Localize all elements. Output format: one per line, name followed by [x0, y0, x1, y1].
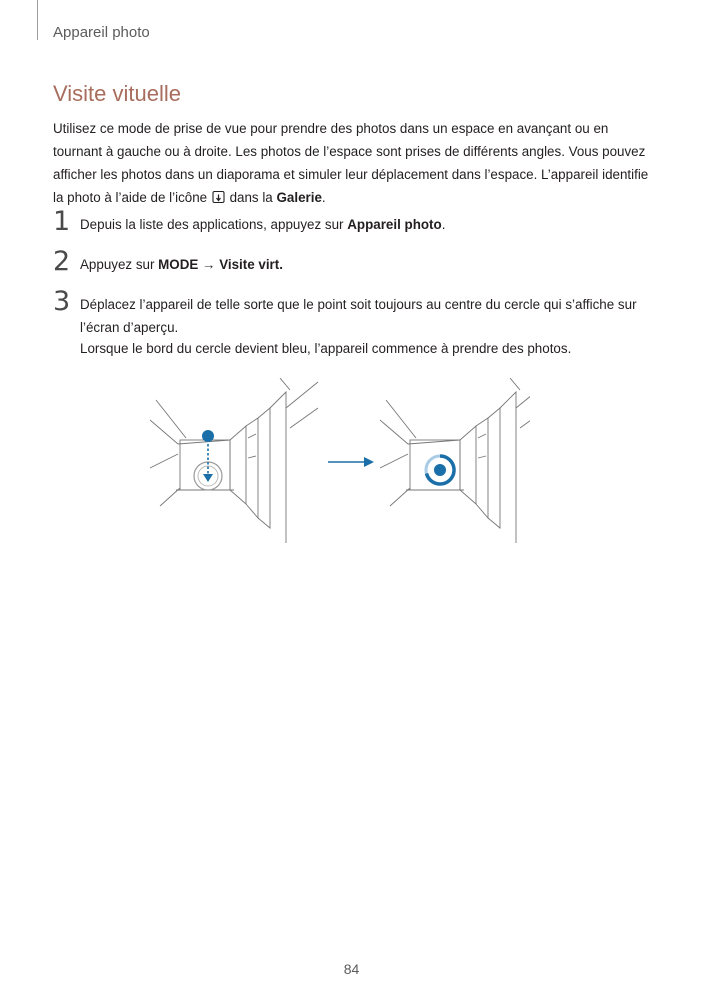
- gallery-label: Galerie: [276, 190, 322, 205]
- virtual-tour-illustration: [150, 378, 530, 544]
- step-2-text: Appuyez sur: [80, 257, 159, 272]
- note-text: Lorsque le bord du cercle devient bleu, l’appareil commence à prendre des photos.: [80, 341, 572, 356]
- section-title: Visite vituelle: [53, 81, 181, 106]
- preview-target-after: [426, 456, 454, 484]
- virtual-tour-icon: [212, 190, 225, 204]
- camera-app-label: Appareil photo: [347, 217, 442, 232]
- intro-text-2: dans la: [229, 190, 273, 205]
- step-number: 1: [53, 206, 71, 237]
- virtual-tour-label: Visite virt.: [219, 257, 283, 272]
- intro-text: Utilisez ce mode de prise de vue pour prendre des photos dans un espace en avançant ou en tournant à gauche ou à droite. Les photos de l’espace sont prises de différents angles. Vous pouvez afficher les photos dans un diaporama et simuler leur déplacement dans l’espace. L’appareil identifie la photo à l’aide de l’icône: [53, 121, 649, 205]
- mode-label: MODE: [158, 257, 199, 272]
- direction-arrow: [328, 457, 374, 467]
- step-number: 3: [53, 286, 71, 317]
- step-text: [80, 253, 645, 276]
- step-number: 2: [53, 246, 71, 277]
- running-head: Appareil photo: [53, 24, 150, 41]
- header-rule: [37, 0, 38, 40]
- page-number: 84: [343, 961, 360, 977]
- intro-paragraph: [53, 117, 653, 209]
- corridor-scene-before: [150, 378, 318, 543]
- preview-target-before: [194, 430, 222, 490]
- corridor-scene-after: [380, 378, 530, 543]
- step-1-period: .: [441, 217, 446, 232]
- intro-period: .: [321, 190, 326, 205]
- arrow-glyph: →: [198, 257, 220, 272]
- step-text: [80, 213, 645, 236]
- step-1-text: Depuis la liste des applications, appuyez sur: [80, 217, 348, 232]
- step-text: Déplacez l’appareil de telle sorte que le point soit toujours au centre du cercle qui s’affiche sur l’écran d’aperçu.: [80, 297, 637, 335]
